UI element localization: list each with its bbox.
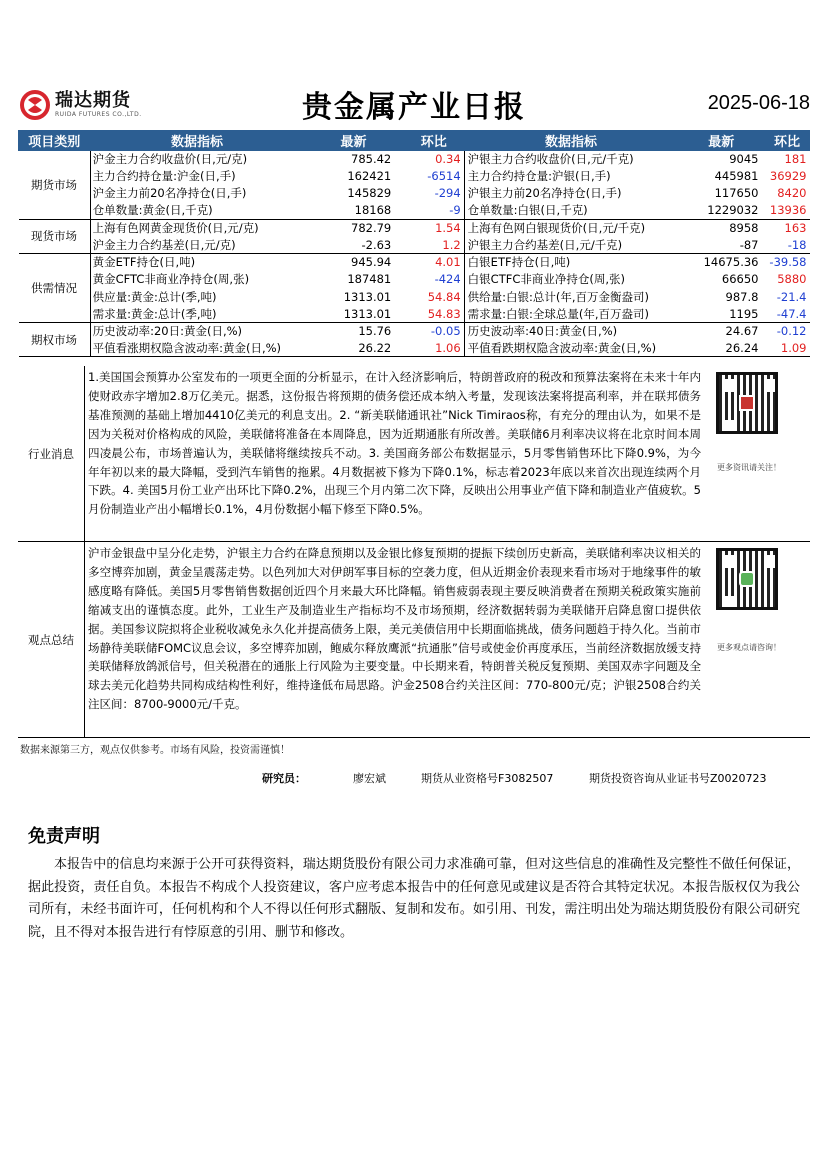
section-category: 行业消息	[18, 366, 85, 541]
indicator-name: 上海有色网黄金现货价(日,元/克)	[92, 221, 259, 236]
latest-value: 15.76	[358, 324, 392, 339]
indicator-name: 平值看涨期权隐含波动率:黄金(日,%)	[90, 340, 304, 357]
latest-value: -2.63	[304, 236, 403, 253]
change-value: 54.83	[403, 305, 464, 322]
qr-caption: 更多观点请咨询！	[717, 643, 781, 652]
industry-news-text: 1.美国国会预算办公室发布的一项更全面的分析显示，在计入经济影响后，特朗普政府的税改和预算法案将在未来十年内使财政赤字增加2.8万亿美元。据悉，这份报告将预期的债务偿还成本纳入考量，发现该法案将提高利率，并在联邦债务基准预测的基础上增加4410亿美元的利息支出。2. “新美联储通讯社”Nick Timiraos称，有充分的理由认为，如果不是因为关税对价格构成的风险，美联储将准备在本周降息，因为近期通胀有所改善。美联储6月利率决议将在北京时间本周四凌晨公布，市场普遍认为，美联储将继续按兵不动。3. 美国商务部公布数据显示，5月零售销售环比下降0.9%，为今年年初以来的最大降幅，受到汽车销售的拖累。4月数据被下修为下降0.1%，标志着2023年底以来首次出现连续两个月下跌。4. 美国5月份工业产出环比下降0.2%，出现三个月内第二次下降，反映出公用事业产值下降和制造业产值疲软。5月份制造业产出小幅增长0.1%，4月份数据小幅下修至下降0.5%。	[88, 370, 701, 517]
table-row	[19, 288, 810, 305]
table-header-row	[19, 131, 810, 151]
indicator-name: 主力合约持仓量:沪金(日,手)	[92, 169, 236, 184]
change-value: 8420	[777, 186, 807, 201]
indicator-name: 主力合约持仓量:沪银(日,手)	[467, 169, 611, 184]
change-value: 1.54	[403, 219, 464, 236]
column-header: 数据指标	[90, 131, 304, 151]
indicator-name: 需求量:白银:全球总量(年,百万盎司)	[464, 305, 678, 322]
table-row	[19, 236, 810, 253]
disclaimer-title: 免责声明	[28, 826, 100, 847]
table-row	[19, 185, 810, 202]
indicator-name: 仓单数量:黄金(日,千克)	[90, 202, 304, 219]
report-title: 贵金属产业日报	[302, 90, 526, 125]
change-value: -424	[403, 271, 464, 288]
risk-note: 数据来源第三方，观点仅供参考。市场有风险，投资需谨慎！	[20, 745, 290, 756]
qr-code-icon	[716, 372, 778, 434]
latest-value: 987.8	[725, 289, 759, 304]
category-cell: 现货市场	[19, 219, 91, 253]
latest-value: 26.24	[678, 340, 765, 357]
indicator-name: 历史波动率:20日:黄金(日,%)	[92, 324, 243, 339]
indicator-name: 沪金主力合约收盘价(日,元/克)	[92, 152, 248, 167]
latest-value: 18168	[304, 202, 403, 219]
logo-name: 瑞达期货	[55, 90, 131, 111]
change-value: 181	[784, 152, 807, 167]
indicator-name: 沪金主力合约基差(日,元/克)	[90, 236, 304, 253]
latest-value: 9045	[729, 152, 759, 167]
change-value: 5880	[777, 272, 807, 287]
indicator-name: 平值看跌期权隐含波动率:黄金(日,%)	[464, 340, 678, 357]
table-row	[19, 322, 810, 339]
researcher-label: 研究员：	[262, 772, 306, 785]
table-row	[19, 305, 810, 322]
table-row	[19, 202, 810, 219]
logo-english: RUIDA FUTURES CO.,LTD.	[55, 111, 142, 118]
column-header: 环比	[764, 131, 809, 151]
indicator-name: 沪银主力合约基差(日,元/千克)	[464, 236, 678, 253]
change-value: -21.4	[776, 289, 807, 304]
indicator-name: 黄金CFTC非商业净持仓(周,张)	[92, 272, 250, 287]
advisory-certificate-number: 期货投资咨询从业证书号Z0020723	[589, 772, 767, 785]
change-value: -9	[403, 202, 464, 219]
latest-value: 187481	[347, 272, 392, 287]
column-header: 环比	[403, 131, 464, 151]
table-row	[19, 271, 810, 288]
latest-value: 66650	[721, 272, 759, 287]
indicator-name: 黄金ETF持仓(日,吨)	[92, 255, 196, 270]
change-value: -6514	[403, 168, 464, 185]
viewpoint-section	[18, 542, 810, 738]
latest-value: 1229032	[678, 202, 765, 219]
researcher-name: 廖宏斌	[353, 772, 386, 785]
change-value: 163	[784, 221, 807, 236]
latest-value: -87	[678, 236, 765, 253]
latest-value: 26.22	[304, 340, 403, 357]
latest-value: 162421	[347, 169, 392, 184]
latest-value: 117650	[714, 186, 759, 201]
latest-value: 1313.01	[343, 289, 392, 304]
latest-value: 785.42	[351, 152, 392, 167]
table-row	[19, 254, 810, 271]
qualification-number: 期货从业资格号F3082507	[421, 772, 554, 785]
latest-value: 24.67	[725, 324, 759, 339]
table-row	[19, 151, 810, 168]
indicator-name: 需求量:黄金:总计(季,吨)	[90, 305, 304, 322]
latest-value: 8958	[729, 221, 759, 236]
indicator-name: 仓单数量:白银(日,千克)	[464, 202, 678, 219]
change-value: 54.84	[403, 288, 464, 305]
report-date: 2025-06-18	[707, 92, 810, 114]
change-value: 36929	[769, 169, 807, 184]
indicator-name: 白银CTFC非商业净持仓(周,张)	[467, 272, 625, 287]
industry-news-section	[18, 366, 810, 542]
change-value: 4.01	[403, 254, 464, 271]
column-header: 最新	[678, 131, 765, 151]
latest-value: 1313.01	[304, 305, 403, 322]
change-value: -18	[764, 236, 809, 253]
qr-code-icon	[716, 548, 778, 610]
change-value: 13936	[764, 202, 809, 219]
change-value: -0.05	[403, 322, 464, 339]
change-value: 1.06	[403, 340, 464, 357]
change-value: -47.4	[764, 305, 809, 322]
latest-value: 1195	[678, 305, 765, 322]
indicator-name: 上海有色网白银现货价(日,元/千克)	[467, 221, 646, 236]
qr-caption: 更多资讯请关注！	[717, 463, 781, 472]
indicator-name: 沪银主力前20名净持仓(日,手)	[467, 186, 622, 201]
indicator-name: 白银ETF持仓(日,吨)	[467, 255, 571, 270]
latest-value: 945.94	[351, 255, 392, 270]
change-value: 1.09	[764, 340, 809, 357]
category-cell: 期权市场	[19, 322, 91, 356]
category-cell: 期货市场	[19, 151, 91, 220]
latest-value: 14675.36	[703, 255, 759, 270]
column-header: 最新	[304, 131, 403, 151]
section-category: 观点总结	[18, 542, 85, 737]
indicator-name: 供给量:白银:总计(年,百万金衡盎司)	[467, 289, 650, 304]
indicator-name: 沪银主力合约收盘价(日,元/千克)	[467, 152, 634, 167]
indicator-name: 历史波动率:40日:黄金(日,%)	[467, 324, 618, 339]
change-value: 0.34	[403, 151, 464, 168]
latest-value: 445981	[714, 169, 759, 184]
table-row	[19, 340, 810, 357]
report-header	[18, 80, 810, 130]
column-header: 数据指标	[464, 131, 678, 151]
table-row	[19, 168, 810, 185]
disclaimer-text: 本报告中的信息均来源于公开可获得资料，瑞达期货股份有限公司力求准确可靠，但对这些信息的准确性及完整性不做任何保证，据此投资，责任自负。本报告不构成个人投资建议，客户应考虑本报告中的任何意见或建议是否符合其特定状况。本报告版权仅为我公司所有，未经书面许可，任何机构和个人不得以任何形式翻版、复制和发布。如引用、刊发，需注明出处为瑞达期货股份有限公司研究院，且不得对本报告进行有悖原意的引用、删节和修改。	[28, 857, 800, 940]
latest-value: 145829	[347, 186, 392, 201]
indicator-name: 沪金主力前20名净持仓(日,手)	[92, 186, 247, 201]
column-header: 项目类别	[19, 131, 91, 151]
data-table	[18, 130, 810, 357]
change-value: 1.2	[403, 236, 464, 253]
table-body	[19, 151, 810, 357]
category-cell: 供需情况	[19, 254, 91, 323]
change-value: -39.58	[769, 255, 807, 270]
change-value: -294	[403, 185, 464, 202]
table-row	[19, 219, 810, 236]
indicator-name: 供应量:黄金:总计(季,吨)	[92, 289, 217, 304]
latest-value: 782.79	[351, 221, 392, 236]
change-value: -0.12	[776, 324, 807, 339]
viewpoint-text: 沪市金银盘中呈分化走势，沪银主力合约在降息预期以及金银比修复预期的提振下续创历史新高，美联储利率决议相关的多空博弈加剧，黄金呈震荡走势。以色列加大对伊朗军事目标的空袭力度，但从近期金价表现来看市场对于地缘事件的敏感度略有降低。美国5月零售销售数据创近四个月来最大环比降幅。销售疲弱表现主要反映消费者在预期关税政策实施前缩减支出的谨慎态度。此外，工业生产及制造业生产指标均不及市场预期，经济数据转弱为美联储开启降息窗口提供依据。美国参议院拟将企业税收减免永久化并提高债务上限，美元美债信用中长期面临挑战，债务问题趋于持久化。当前市场静待美联储FOMC议息会议，多空博弈加剧，鲍威尔释放鹰派“抗通胀”信号或使金价再度承压，当前经济数据放缓支持美联储释放鸽派信号，但关税潜在的通胀上行风险为主要变量。中长期来看，特朗普关税反复预期、美国双赤字问题及全球去美元化趋势共同构成结构性利好，维持逢低布局思路。沪金2508合约关注区间：770-800元/克；沪银2508合约关注区间：8700-9000元/千克。	[88, 546, 701, 712]
